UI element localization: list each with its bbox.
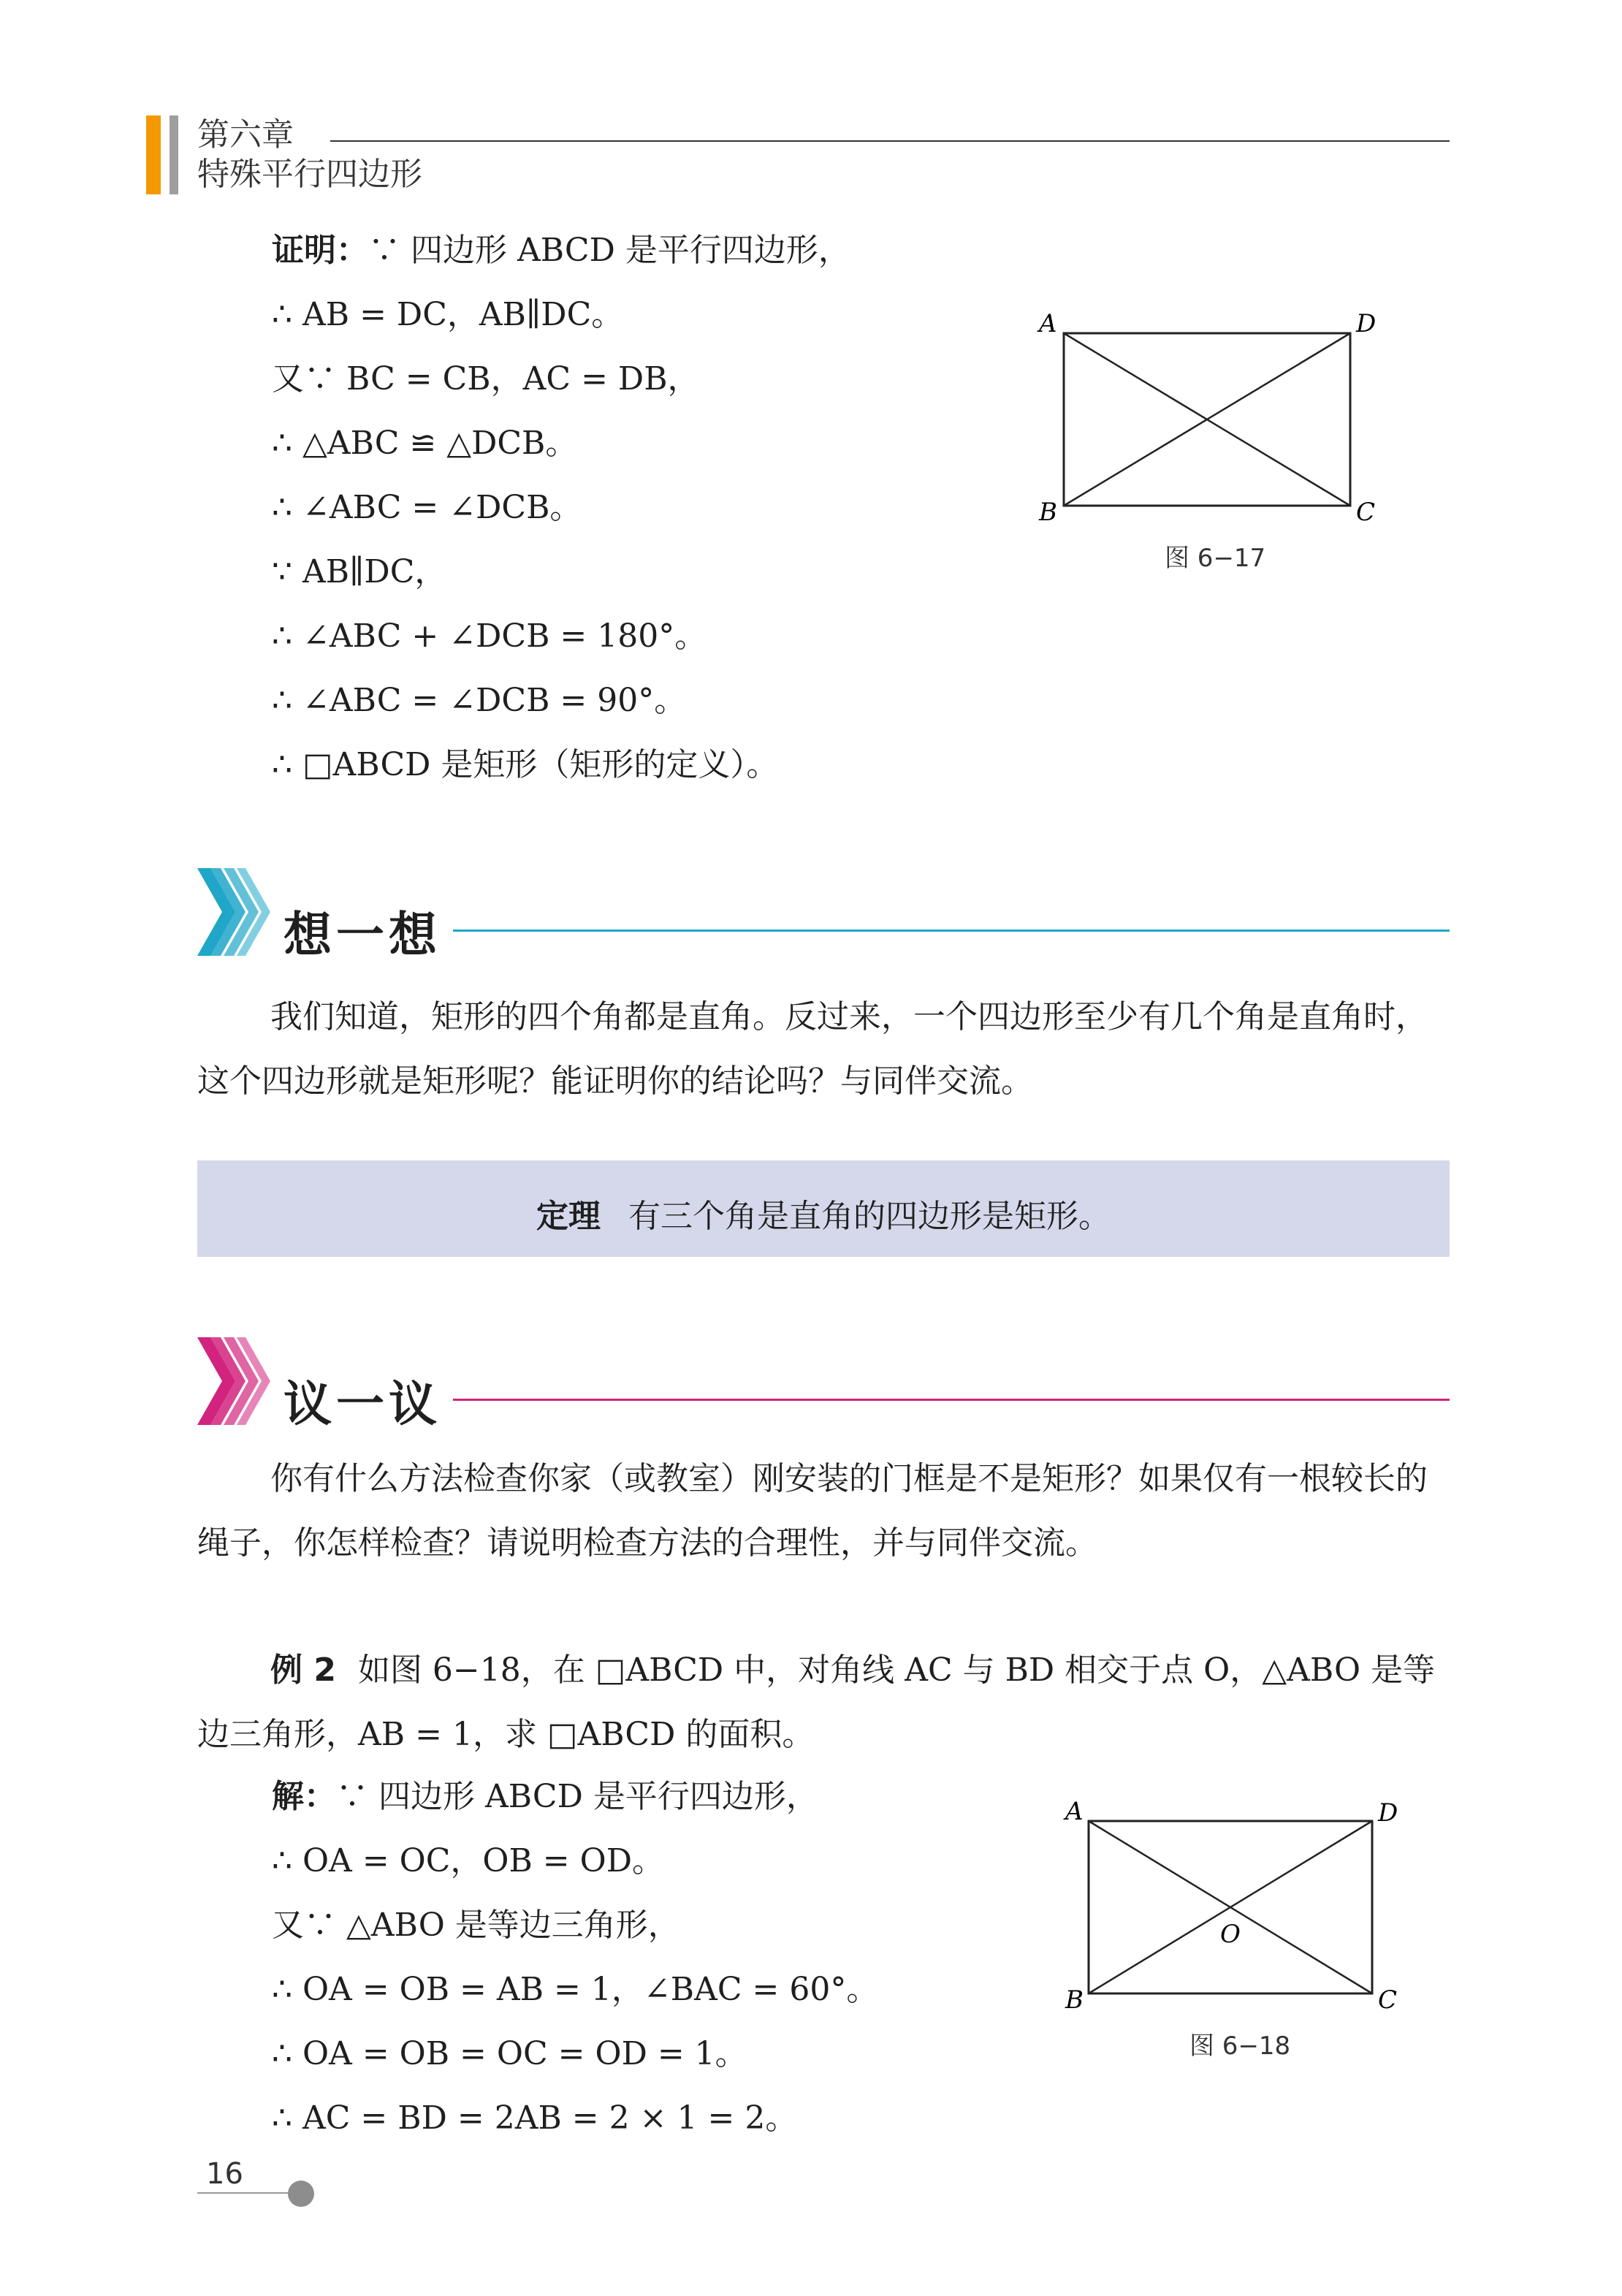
proof-label: 证明： [272, 232, 368, 269]
figure-caption: 图 6−18 [1189, 2031, 1291, 2061]
proof-line: ∴ △ABC ≌ △DCB。 [272, 425, 578, 462]
discuss-rule [453, 1399, 1450, 1401]
chapter-title: 特殊平行四边形 [197, 156, 422, 193]
example-2 [197, 1638, 1450, 1767]
discuss-title: 议一议 [283, 1375, 441, 1432]
solution-line [272, 1777, 818, 1817]
page-number-rule [197, 2192, 292, 2194]
label-c: C [1356, 498, 1376, 526]
figure-6-18 [1052, 1795, 1432, 2014]
chapter-number: 第六章 [197, 116, 294, 153]
proof-line: 又∵ BC = CB，AC = DB， [272, 360, 700, 398]
example-label: 例 2 [270, 1651, 336, 1689]
discuss-chevron-icon [197, 1337, 278, 1425]
think-chevron-icon [197, 868, 278, 956]
theorem-label: 定理 [536, 1198, 601, 1235]
proof-line: ∴ ∠ABC = ∠DCB = 90°。 [272, 682, 687, 719]
label-b: B [1039, 498, 1057, 526]
think-rule [453, 930, 1450, 932]
solution-line: ∴ OA = OB = OC = OD = 1。 [272, 2035, 747, 2072]
solution-label: 解： [272, 1778, 336, 1815]
example-text: 如图 6−18，在 □ABCD 中，对角线 AC 与 BD 相交于点 O，△ABO 是等边三角形，AB = 1，求 □ABCD 的面积。 [197, 1651, 1436, 1753]
label-o: O [1220, 1920, 1241, 1949]
page-number: 16 [206, 2157, 243, 2191]
label-c: C [1378, 1985, 1398, 2014]
header-rule [330, 140, 1450, 142]
label-b: B [1065, 1985, 1084, 2014]
theorem-box [197, 1160, 1450, 1257]
proof-line: ∴ ∠ABC = ∠DCB。 [272, 489, 582, 526]
proof-line: ∴ ∠ABC + ∠DCB = 180°。 [272, 617, 707, 655]
solution-text: ∵ 四边形 ABCD 是平行四边形， [336, 1778, 818, 1815]
solution-line: ∴ AC = BD = 2AB = 2 × 1 = 2。 [272, 2099, 798, 2137]
label-a: A [1039, 309, 1057, 338]
proof-line: ∵ AB∥DC， [272, 553, 447, 590]
think-title: 想一想 [283, 906, 441, 963]
theorem-text: 有三个角是直角的四边形是矩形。 [628, 1198, 1111, 1235]
page-dot [288, 2181, 314, 2207]
label-a: A [1065, 1797, 1084, 1826]
label-d: D [1378, 1798, 1398, 1828]
header-gray-bar [170, 115, 178, 194]
solution-line: 又∵ △ABO 是等边三角形， [272, 1907, 680, 1944]
label-d: D [1356, 309, 1377, 338]
proof-line: ∴ AB = DC，AB∥DC。 [272, 296, 624, 333]
solution-line: ∴ OA = OC，OB = OD。 [272, 1842, 665, 1879]
header-orange-bar [146, 115, 161, 194]
figure-6-17 [1023, 307, 1403, 526]
theorem-content [197, 1190, 1450, 1236]
discuss-text: 你有什么方法检查你家（或教室）刚安装的门框是不是矩形？如果仅有一根较长的绳子，你怎样检查？请说明检查方法的合理性，并与同伴交流。 [197, 1460, 1428, 1562]
proof-text: ∵ 四边形 ABCD 是平行四边形， [368, 232, 850, 269]
solution-line: ∴ OA = OB = AB = 1，∠BAC = 60°。 [272, 1971, 879, 2008]
proof-line: ∴ □ABCD 是矩形（矩形的定义）。 [272, 746, 779, 783]
figure-caption: 图 6−17 [1165, 544, 1266, 573]
proof-line [272, 231, 850, 270]
think-text: 我们知道，矩形的四个角都是直角。反过来，一个四边形至少有几个角是直角时，这个四边形就是矩形呢？能证明你的结论吗？与同伴交流。 [197, 998, 1428, 1100]
